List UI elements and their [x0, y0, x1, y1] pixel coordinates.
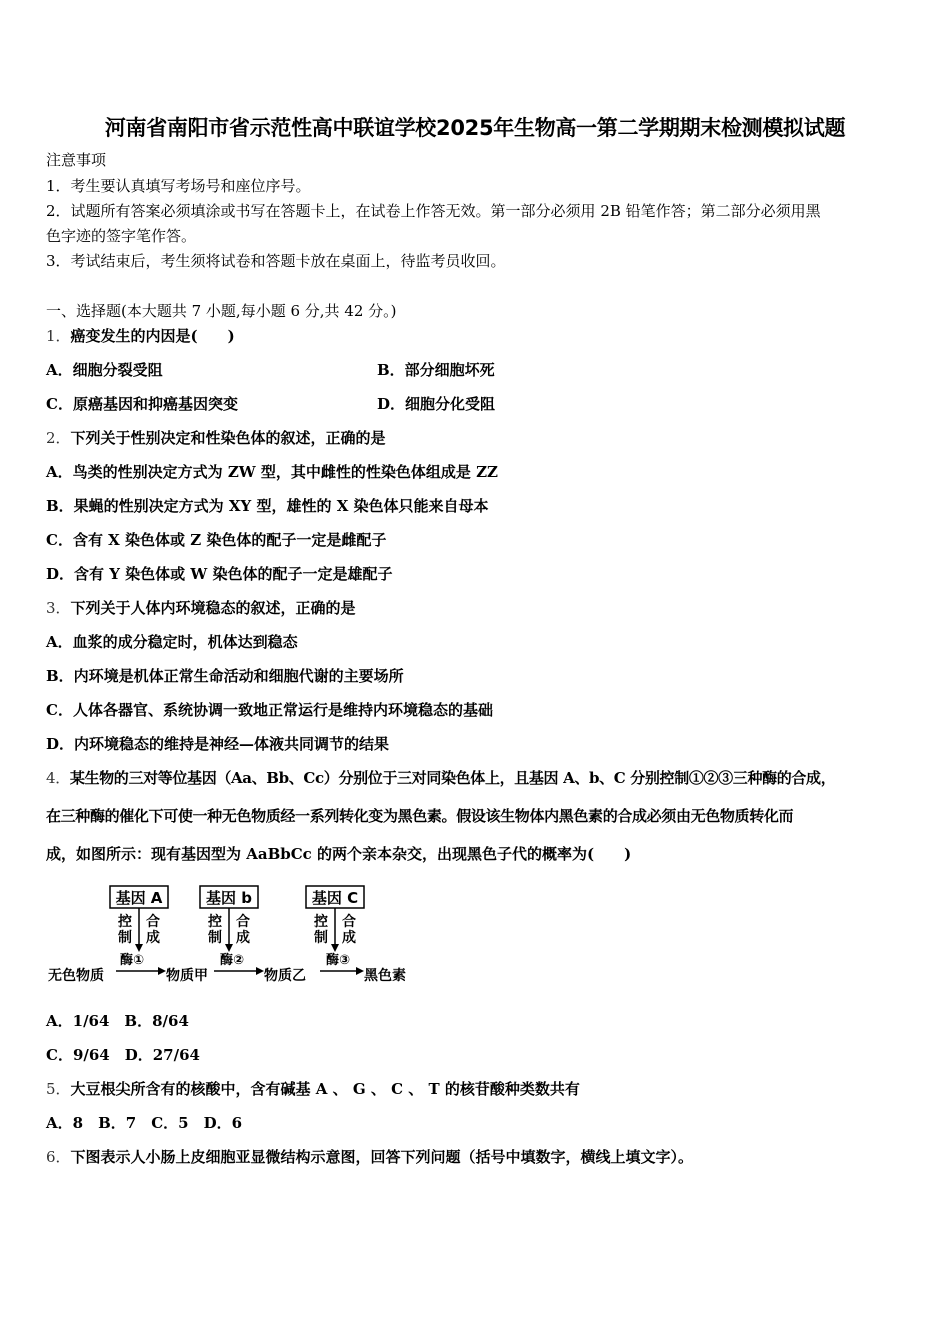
notice-item-1: 1．考生要认真填写考场号和座位序号。	[46, 177, 311, 195]
exam-title: 河南省南阳市省示范性高中联谊学校2025年生物高一第二学期期末检测模拟试题	[104, 116, 846, 140]
substance-b: 物质乙	[264, 968, 306, 984]
substance-a: 物质甲	[166, 968, 208, 984]
q3-option-c: C．人体各器官、系统协调一致地正常运行是维持内环境稳态的基础	[46, 701, 493, 719]
control-label-a-1: 控	[118, 914, 132, 930]
q3-option-a: A．血浆的成分稳定时，机体达到稳态	[46, 633, 298, 651]
question-stem: 癌变发生的内因是( )	[70, 327, 235, 345]
pathway-diagram	[44, 878, 434, 990]
question-stem: 某生物的三对等位基因（Aa、Bb、Cc）分别位于三对同染色体上，且基因 A、b、C 分别控制①②③三种酶的合成，	[69, 769, 836, 787]
q4-options-ab: A．1/64 B．8/64	[46, 1012, 189, 1030]
synth-label-c-2: 成	[342, 930, 356, 946]
q1-option-a: A．细胞分裂受阻	[46, 361, 163, 379]
question-number: 2．	[46, 429, 71, 447]
synth-label-b-1: 合	[236, 914, 250, 930]
section-heading: 一、选择题(本大题共 7 小题,每小题 6 分,共 42 分。)	[46, 302, 397, 320]
synth-label-a-1: 合	[146, 914, 160, 930]
substance-colorless: 无色物质	[48, 968, 104, 984]
q2-option-a: A．鸟类的性别决定方式为 ZW 型，其中雌性的性染色体组成是 ZZ	[46, 463, 499, 481]
enzyme-3-label: 酶③	[326, 953, 351, 968]
q4-options-cd: C．9/64 D．27/64	[46, 1046, 200, 1064]
question-5	[46, 1079, 580, 1099]
question-stem: 下图表示人小肠上皮细胞亚显微结构示意图，回答下列问题（括号中填数字，横线上填文字）。	[70, 1148, 694, 1166]
question-number: 5．	[46, 1080, 71, 1098]
question-4-line-1	[46, 768, 835, 788]
question-number: 4．	[46, 769, 70, 787]
notice-item-2-cont: 色字迹的签字笔作答。	[46, 227, 197, 245]
control-label-a-2: 制	[118, 930, 132, 946]
enzyme-1-label: 酶①	[120, 953, 145, 968]
control-label-c-1: 控	[314, 914, 328, 930]
question-2	[46, 428, 386, 448]
q3-option-b: B．内环境是机体正常生命活动和细胞代谢的主要场所	[46, 667, 404, 685]
question-1	[46, 326, 235, 346]
question-number: 6．	[46, 1148, 71, 1166]
notice-item-2: 2．试题所有答案必须填涂或书写在答题卡上，在试卷上作答无效。第一部分必须用 2B 铅笔作答；第二部分必须用黑	[46, 202, 821, 220]
question-6	[46, 1147, 693, 1167]
substance-melanin: 黑色素	[364, 968, 406, 984]
q2-option-b: B．果蝇的性别决定方式为 XY 型，雄性的 X 染色体只能来自母本	[46, 497, 489, 515]
enzyme-2-label: 酶②	[220, 953, 245, 968]
q1-option-c: C．原癌基因和抑癌基因突变	[46, 395, 238, 413]
gene-b-label: 基因 b	[206, 889, 252, 907]
question-number: 3．	[46, 599, 71, 617]
control-label-c-2: 制	[314, 930, 328, 946]
control-label-b-1: 控	[208, 914, 222, 930]
question-stem: 下列关于性别决定和性染色体的叙述，正确的是	[70, 429, 386, 447]
control-label-b-2: 制	[208, 930, 222, 946]
synth-label-a-2: 成	[146, 930, 160, 946]
question-3	[46, 598, 356, 618]
question-stem: 大豆根尖所含有的核酸中，含有碱基 A 、 G 、 C 、 T 的核苷酸种类数共有	[70, 1080, 580, 1098]
question-number: 1．	[46, 327, 71, 345]
q2-option-c: C．含有 X 染色体或 Z 染色体的配子一定是雌配子	[46, 531, 387, 549]
notice-item-3: 3．考试结束后，考生须将试卷和答题卡放在桌面上，待监考员收回。	[46, 252, 506, 270]
gene-a-label: 基因 A	[115, 889, 163, 907]
notice-heading: 注意事项	[46, 151, 107, 169]
question-stem: 下列关于人体内环境稳态的叙述，正确的是	[70, 599, 356, 617]
synth-label-c-1: 合	[342, 914, 356, 930]
question-4-line-3: 成，如图所示：现有基因型为 AaBbCc 的两个亲本杂交，出现黑色子代的概率为( )	[46, 845, 632, 863]
synth-label-b-2: 成	[236, 930, 250, 946]
q3-option-d: D．内环境稳态的维持是神经—体液共同调节的结果	[46, 735, 390, 753]
q1-option-d: D．细胞分化受阻	[377, 395, 496, 413]
q2-option-d: D．含有 Y 染色体或 W 染色体的配子一定是雄配子	[46, 565, 393, 583]
q5-options: A．8 B．7 C．5 D．6	[46, 1114, 243, 1132]
gene-c-label: 基因 C	[311, 889, 359, 907]
q1-option-b: B．部分细胞坏死	[377, 361, 495, 379]
question-4-line-2: 在三种酶的催化下可使一种无色物质经一系列转化变为黑色素。假设该生物体内黑色素的合成必须由无色物质转化而	[46, 807, 794, 825]
